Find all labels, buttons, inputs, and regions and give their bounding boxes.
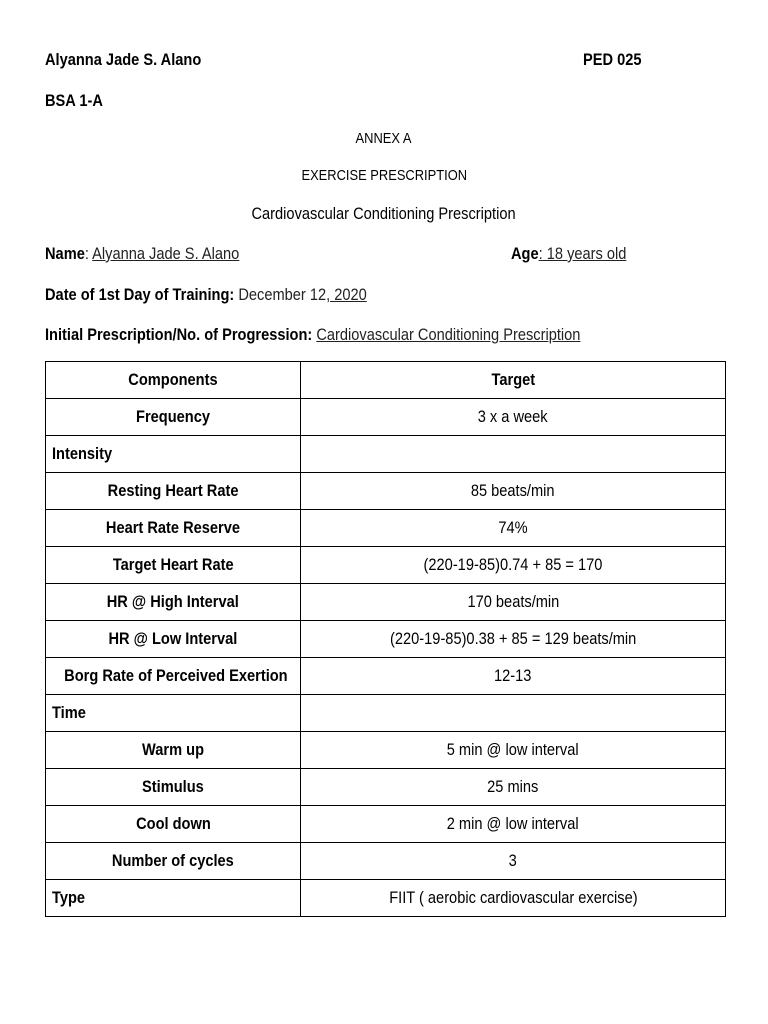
- date-year: , 2020: [326, 285, 367, 304]
- initial-prescription-field: [45, 325, 668, 345]
- table-row: [46, 584, 726, 621]
- name-label: Name: [45, 244, 85, 263]
- date-field: [45, 285, 419, 305]
- table-row: [46, 399, 726, 436]
- table-header-row: [46, 362, 726, 399]
- target-cell: (220-19-85)0.38 + 85 = 129 beats/min: [301, 621, 726, 658]
- target-cell: [301, 695, 726, 732]
- component-cell: Heart Rate Reserve: [46, 510, 301, 547]
- name-field: Name: Alyanna Jade S. Alano: [45, 244, 240, 263]
- target-cell: 5 min @ low interval: [301, 732, 726, 769]
- prescription-table: [45, 361, 726, 917]
- table-row: [46, 473, 726, 510]
- component-cell: Warm up: [46, 732, 301, 769]
- age-value: 18 years old: [542, 244, 627, 263]
- header-components: Components: [46, 362, 301, 399]
- table-row: [46, 621, 726, 658]
- table-row: [46, 436, 726, 473]
- student-name-header: Alyanna Jade S. Alano: [45, 50, 202, 69]
- component-cell: Type: [46, 880, 301, 917]
- initial-label: Initial Prescription/No. of Progression:: [45, 325, 313, 344]
- component-cell: Time: [46, 695, 301, 732]
- table-row: [46, 732, 726, 769]
- age-field: Age: 18 years old: [511, 244, 627, 263]
- age-label: Age: [511, 244, 539, 263]
- course-code: PED 025: [583, 50, 642, 69]
- annex-title: ANNEX A: [356, 130, 412, 147]
- table-row: [46, 843, 726, 880]
- component-cell: Frequency: [46, 399, 301, 436]
- component-cell: HR @ Low Interval: [46, 621, 301, 658]
- date-value: December 12: [238, 285, 327, 304]
- component-cell: Stimulus: [46, 769, 301, 806]
- table-row: [46, 806, 726, 843]
- target-cell: FIIT ( aerobic cardiovascular exercise): [301, 880, 726, 917]
- date-label: Date of 1st Day of Training:: [45, 285, 235, 304]
- target-cell: 85 beats/min: [301, 473, 726, 510]
- table-row: [46, 510, 726, 547]
- target-cell: 170 beats/min: [301, 584, 726, 621]
- name-value: Alyanna Jade S. Alano: [92, 244, 240, 263]
- target-cell: 12-13: [301, 658, 726, 695]
- component-cell: Borg Rate of Perceived Exertion: [46, 658, 301, 695]
- target-cell: 74%: [301, 510, 726, 547]
- document-title: EXERCISE PRESCRIPTION: [301, 167, 467, 184]
- table-row: [46, 547, 726, 584]
- initial-value: Cardiovascular Conditioning Prescription: [316, 325, 581, 344]
- target-cell: 25 mins: [301, 769, 726, 806]
- table-row: [46, 769, 726, 806]
- component-cell: Number of cycles: [46, 843, 301, 880]
- target-cell: 3: [301, 843, 726, 880]
- table-row: [46, 658, 726, 695]
- component-cell: HR @ High Interval: [46, 584, 301, 621]
- component-cell: Cool down: [46, 806, 301, 843]
- target-cell: [301, 436, 726, 473]
- section: BSA 1-A: [45, 91, 103, 110]
- header-target: Target: [301, 362, 726, 399]
- target-cell: (220-19-85)0.74 + 85 = 170: [301, 547, 726, 584]
- component-cell: Intensity: [46, 436, 301, 473]
- component-cell: Target Heart Rate: [46, 547, 301, 584]
- component-cell: Resting Heart Rate: [46, 473, 301, 510]
- table-row: [46, 695, 726, 732]
- prescription-subtitle: Cardiovascular Conditioning Prescription: [251, 204, 517, 223]
- table-row: [46, 880, 726, 917]
- target-cell: 2 min @ low interval: [301, 806, 726, 843]
- target-cell: 3 x a week: [301, 399, 726, 436]
